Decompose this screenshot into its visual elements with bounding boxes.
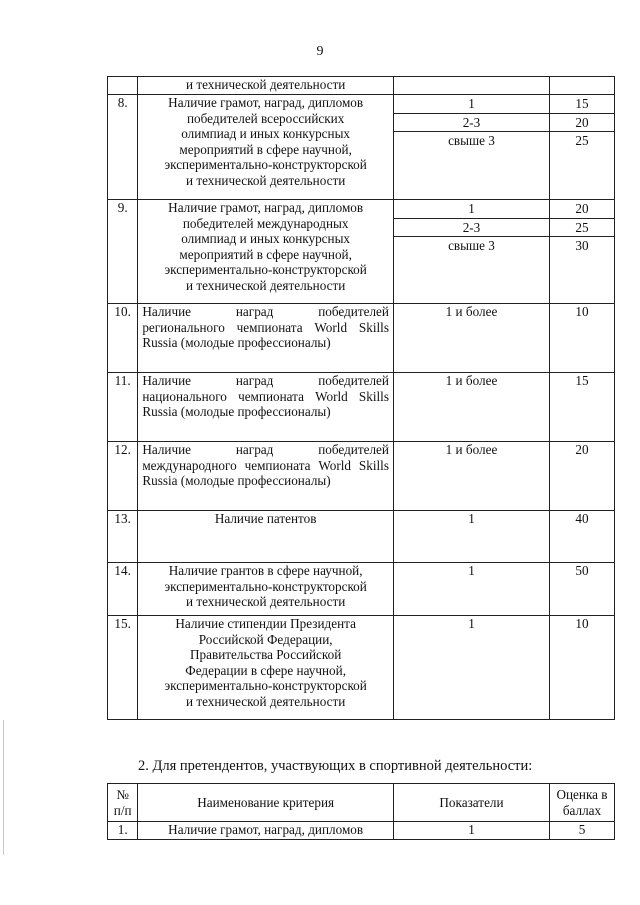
row-number: 15. xyxy=(108,616,138,720)
indicator-value: 2-3 xyxy=(394,219,549,238)
score-value: 20 xyxy=(550,200,614,219)
criterion-line: и технической деятельности xyxy=(185,693,346,709)
criterion-line: Наличие стипендии Президента xyxy=(175,616,356,631)
table-row xyxy=(108,95,615,200)
criterion-line: мероприятий в сфере научной, xyxy=(179,246,352,262)
row-number: 14. xyxy=(108,563,138,616)
table-row xyxy=(108,563,615,616)
score-value: 25 xyxy=(550,219,614,238)
row-number xyxy=(108,77,138,95)
row-number: 8. xyxy=(108,95,138,200)
indicator-cell: 1 xyxy=(393,563,549,616)
criterion-text xyxy=(138,95,394,200)
criterion-text: и технической деятельности xyxy=(138,77,394,95)
score-cell: 40 xyxy=(549,511,614,563)
indicator-cell xyxy=(393,95,549,200)
indicator-cell xyxy=(393,77,549,95)
page-number: 9 xyxy=(316,44,324,59)
criterion-line: олимпиад и иных конкурсных xyxy=(181,126,351,142)
criterion-line: и технической деятельности xyxy=(185,277,346,293)
score-cell: 5 xyxy=(549,822,614,840)
criterion-line: и технической деятельности xyxy=(185,594,346,610)
criteria-table-sport xyxy=(107,783,615,840)
section-heading: 2. Для претендентов, участвующих в спортивной деятельности: xyxy=(138,758,533,774)
criterion-text xyxy=(138,616,394,720)
indicator-cell: 1 и более xyxy=(393,304,549,373)
criterion-line: экспериментально-конструкторской xyxy=(164,678,367,694)
indicator-value: свыше 3 xyxy=(448,133,495,148)
criterion-text: Наличие наград победителей международного чемпионата World Skills Russia (молодые профессионалы) xyxy=(138,442,394,511)
criterion-text: Наличие грамот, наград, дипломов xyxy=(138,822,394,840)
table-row xyxy=(108,200,615,304)
criterion-line: Наличие грамот, наград, дипломов xyxy=(168,95,364,110)
indicator-value: 2-3 xyxy=(394,114,549,133)
row-number: 1. xyxy=(108,822,138,840)
indicator-cell: 1 xyxy=(393,511,549,563)
score-value: 30 xyxy=(575,238,589,253)
column-header-criterion: Наименование критерия xyxy=(138,784,394,822)
criterion-text: Наличие патентов xyxy=(138,511,394,563)
scan-edge-line xyxy=(3,720,4,855)
table-row xyxy=(108,822,615,840)
criterion-line: олимпиад и иных конкурсных xyxy=(181,231,351,247)
score-cell: 50 xyxy=(549,563,614,616)
score-cell: 15 xyxy=(549,373,614,442)
criterion-line: победителей всероссийских xyxy=(187,110,345,126)
criterion-line: Федерации в сфере научной, xyxy=(185,662,347,678)
row-number: 13. xyxy=(108,511,138,563)
criterion-text xyxy=(138,200,394,304)
table-row xyxy=(108,616,615,720)
row-number: 11. xyxy=(108,373,138,442)
criterion-text xyxy=(138,563,394,616)
table-row xyxy=(108,373,615,442)
criterion-line: победителей международных xyxy=(182,215,349,231)
criterion-line: мероприятий в сфере научной, xyxy=(179,141,352,157)
indicator-cell: 1 и более xyxy=(393,373,549,442)
criterion-line: экспериментально-конструкторской xyxy=(164,578,367,594)
score-value: 25 xyxy=(575,133,589,148)
criterion-line: Наличие грамот, наград, дипломов xyxy=(168,200,364,215)
criterion-text: Наличие наград победителей регионального чемпионата World Skills Russia (молодые профессионалы) xyxy=(138,304,394,373)
indicator-value: свыше 3 xyxy=(448,238,495,253)
row-number: 10. xyxy=(108,304,138,373)
criterion-line: Правительства Российской xyxy=(190,647,342,663)
table-row xyxy=(108,511,615,563)
criterion-line: экспериментально-конструкторской xyxy=(164,157,367,173)
criterion-line: Российской Федерации, xyxy=(198,631,333,647)
column-header-indicator: Показатели xyxy=(393,784,549,822)
score-cell: 10 xyxy=(549,616,614,720)
table-row xyxy=(108,442,615,511)
row-number: 12. xyxy=(108,442,138,511)
score-cell xyxy=(549,95,614,200)
indicator-cell: 1 xyxy=(393,822,549,840)
column-header-score: Оценка в баллах xyxy=(549,784,614,822)
score-value: 20 xyxy=(550,114,614,133)
table-row xyxy=(108,304,615,373)
column-header-number: № п/п xyxy=(108,784,138,822)
criteria-table-science xyxy=(107,76,615,720)
indicator-value: 1 xyxy=(394,95,549,114)
score-value: 15 xyxy=(550,95,614,114)
criterion-text: Наличие наград победителей национального чемпионата World Skills Russia (молодые профессионалы) xyxy=(138,373,394,442)
row-number: 9. xyxy=(108,200,138,304)
indicator-cell xyxy=(393,200,549,304)
criterion-line: Наличие грантов в сфере научной, xyxy=(168,563,363,578)
criterion-line: экспериментально-конструкторской xyxy=(164,262,367,278)
score-cell xyxy=(549,200,614,304)
indicator-cell: 1 xyxy=(393,616,549,720)
criterion-line: и технической деятельности xyxy=(185,172,346,188)
table-row xyxy=(108,77,615,95)
table-header-row xyxy=(108,784,615,822)
score-cell: 20 xyxy=(549,442,614,511)
score-cell: 10 xyxy=(549,304,614,373)
indicator-cell: 1 и более xyxy=(393,442,549,511)
indicator-value: 1 xyxy=(394,200,549,219)
score-cell xyxy=(549,77,614,95)
